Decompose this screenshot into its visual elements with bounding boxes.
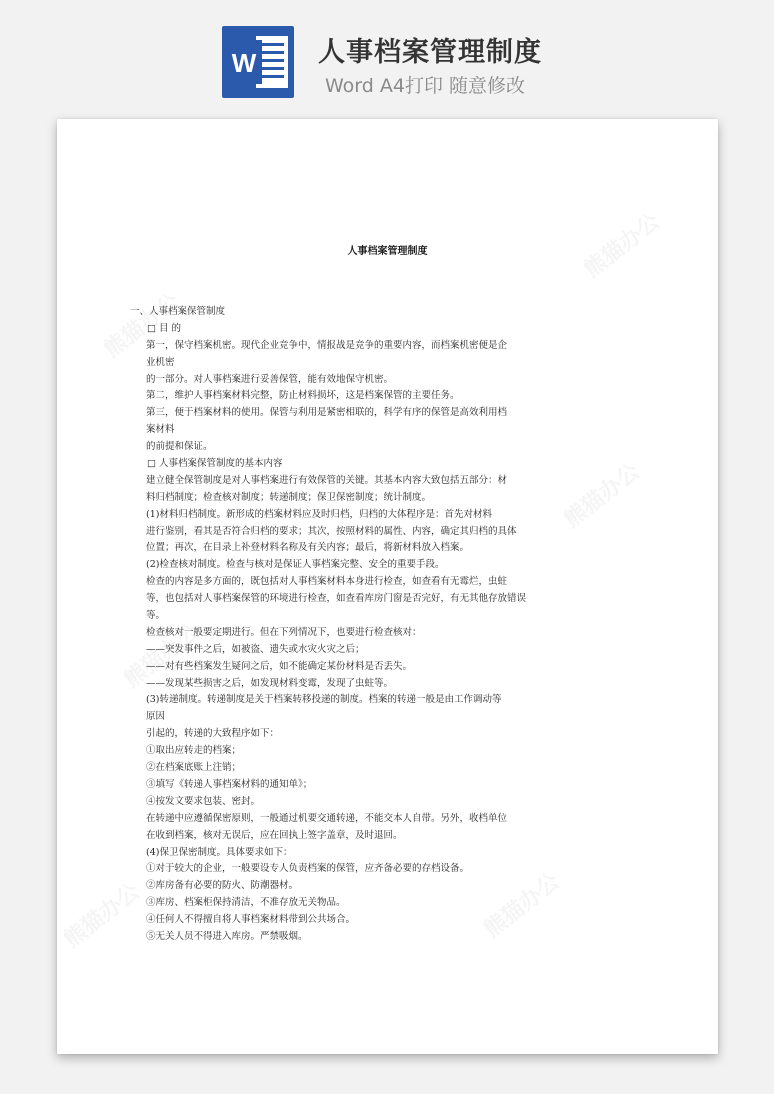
- paragraph-line: 在收到档案，核对无误后，应在回执上签字盖章，及时退回。: [146, 829, 403, 841]
- list-item: ②在档案底账上注销；: [146, 762, 242, 774]
- subsection-heading: □ 人事档案保管制度的基本内容: [147, 458, 283, 470]
- paragraph-line: 建立健全保管制度是对人事档案进行有效保管的关键。其基本内容大致包括五部分：材: [146, 474, 508, 486]
- section-heading: 一、人事档案保管制度: [130, 306, 226, 317]
- paragraph-line: 业机密: [146, 356, 175, 368]
- paragraph-line: 位置；再次，在目录上补登材料名称及有关内容；最后，将新材料放入档案。: [146, 542, 470, 554]
- list-item: ②库房备有必要的防火、防潮器材。: [146, 880, 299, 892]
- document-title: 人事档案管理制度: [347, 246, 428, 257]
- list-item: ①取出应转走的档案；: [146, 745, 242, 757]
- paragraph-line: (2)检查核对制度。检查与核对是保证人事档案完整、安全的重要手段。: [146, 559, 445, 571]
- list-item: ⑤无关人员不得进入库房。严禁吸烟。: [146, 930, 308, 942]
- paragraph-line: 的一部分。对人事档案进行妥善保管，能有效地保守机密。: [146, 373, 394, 385]
- list-item: ①对于较大的企业，一般要设专人负责档案的保管，应齐备必要的存档设备。: [146, 863, 470, 875]
- paragraph-line: 案材料: [146, 424, 175, 436]
- paragraph-line: 等。: [146, 610, 166, 622]
- paragraph-line: 第三，便于档案材料的使用。保管与利用是紧密相联的，科学有序的保管是高效利用档: [146, 407, 508, 419]
- paragraph-line: 等，也包括对人事档案保管的环境进行检查，如查看库房门窗是否完好，有无其他存放错误: [146, 593, 527, 605]
- list-item: ④按发文要求包装、密封。: [146, 795, 261, 807]
- document-page: [57, 119, 718, 1054]
- paragraph-line: 引起的，转递的大致程序如下：: [146, 728, 280, 740]
- word-icon: [222, 26, 294, 98]
- banner-title: 人事档案管理制度: [318, 37, 542, 68]
- paragraph-line: (4)保卫保密制度。具体要求如下：: [146, 846, 293, 858]
- list-item: ——发现某些损害之后，如发现材料变霉，发现了虫蛀等。: [146, 677, 394, 689]
- list-item: ③库房、档案柜保持清洁，不准存放无关物品。: [146, 897, 346, 909]
- paragraph-line: 料归档制度；检查核对制度；转递制度；保卫保密制度；统计制度。: [146, 491, 432, 503]
- list-item: ——对有些档案发生疑问之后，如不能确定某份材料是否丢失。: [146, 660, 413, 672]
- preview-banner: [0, 0, 774, 118]
- subsection-heading: □ 目 的: [147, 322, 182, 334]
- banner-subtitle: Word A4打印 随意修改: [325, 75, 526, 97]
- paragraph-line: 在转递中应遵循保密原则，一般通过机要交通转递，不能交本人自带。另外，收档单位: [146, 812, 508, 824]
- paragraph-line: 检查的内容是多方面的，既包括对人事档案材料本身进行检查，如查看有无霉烂，虫蛀: [146, 576, 508, 588]
- paragraph-line: 第二，维护人事档案材料完整，防止材料损坏，这是档案保管的主要任务。: [146, 390, 460, 402]
- svg-text:W: W: [231, 48, 257, 78]
- paragraph-line: 第一，保守档案机密。现代企业竞争中，情报战是竞争的重要内容，而档案机密便是企: [146, 339, 508, 351]
- paragraph-line: (3)转递制度。转递制度是关于档案转移投递的制度。档案的转递一般是由工作调动等: [146, 694, 502, 706]
- paragraph-line: 进行鉴别，看其是否符合归档的要求；其次，按照材料的属性、内容，确定其归档的具体: [146, 525, 517, 537]
- list-item: ④任何人不得擅自将人事档案材料带到公共场合。: [146, 914, 356, 926]
- paragraph-line: 的前提和保证。: [146, 441, 213, 453]
- list-item: ③填写《转递人事档案材料的通知单》；: [146, 778, 313, 790]
- document-body: [130, 304, 576, 946]
- paragraph-line: (1)材料归档制度。新形成的档案材料应及时归档，归档的大体程序是：首先对材料: [146, 508, 492, 520]
- paragraph-line: 原因: [146, 711, 166, 723]
- paragraph-line: 检查核对一般要定期进行。但在下列情况下，也要进行检查核对：: [146, 626, 422, 638]
- watermark-text: [57, 875, 145, 954]
- list-item: ——突发事件之后，如被盗、遗失或水灾火灾之后；: [146, 643, 365, 655]
